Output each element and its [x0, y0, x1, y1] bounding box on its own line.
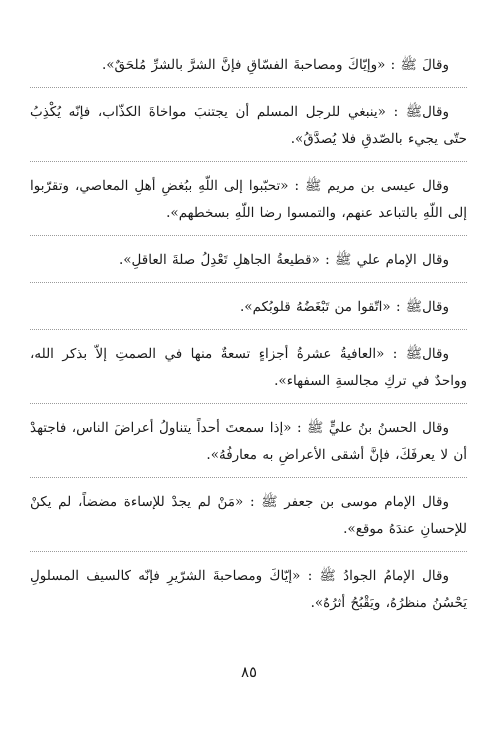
page-body: [30, 52, 467, 636]
hadith-paragraph: [30, 247, 467, 283]
hadith-text: وقالﷺ : «اتّقوا من تَبْغَضُهُ قلوبُكم».: [240, 299, 449, 315]
hadith-paragraph: [30, 563, 467, 625]
hadith-text: وقال الإمام علي ﷺ : «قطيعةُ الجاهلِ تَعْدِلُ صلةَ العاقلِ».: [118, 252, 449, 268]
hadith-paragraph: [30, 415, 467, 478]
hadith-paragraph: [30, 52, 467, 88]
hadith-text: وقال الحسنُ بنُ عليٍّ ﷺ : «إذا سمعتَ أحداً يتناولُ أعراضَ الناس، فاجتهدْ أن لا يعرفَكَ، فإنَّ أشقى الأعراضِ به معارفُهُ».: [30, 420, 467, 463]
hadith-paragraph: [30, 341, 467, 404]
hadith-text: وقال عيسى بن مريم ﷺ : «تحبّبوا إلى اللّهِ ببُغضِ أهلِ المعاصي، وتقرّبوا إلى اللّهِ بالتباعد عنهم، والتمسوا رضا اللّهِ بسخطهم».: [30, 178, 467, 221]
hadith-paragraph: [30, 294, 467, 330]
hadith-paragraph: [30, 99, 467, 162]
hadith-text: وقالَ ﷺ : «وإيّاكَ ومصاحبةَ الفسّاقِ فإنَّ الشرَّ بالشرِّ مُلحَقٌ».: [102, 57, 449, 73]
hadith-paragraph: [30, 489, 467, 552]
hadith-text: وقالﷺ : «ينبغي للرجل المسلم أن يجتنبَ مواخاةَ الكذّاب، فإنّه يُكْذِبُ حتّى يجيء بالصّدقِ فلا يُصدَّقُ».: [30, 104, 467, 147]
hadith-text: وقال الإمام موسى بن جعفر ﷺ : «مَنْ لم يجدْ للإساءة مضضاً، لم يكنْ للإحسانِ عندَهُ موقع».: [30, 494, 467, 537]
page-number: ٨٥: [240, 663, 258, 681]
hadith-text: وقالﷺ : «العافيةُ عشرةُ أجزاءٍ تسعةٌ منها في الصمتِ إلاّ بذكر الله، وواحدٌ في تركِ مجالسةِ السفهاء».: [30, 346, 467, 389]
hadith-paragraph: [30, 173, 467, 236]
hadith-text: وقال الإمامُ الجوادُ ﷺ : «إيّاكَ ومصاحبةَ الشرّيرِ فإنّه كالسيف المسلولِ يَحْسُنُ منظرُهُ، ويَقْبُحُ أثرُهُ».: [30, 568, 467, 611]
